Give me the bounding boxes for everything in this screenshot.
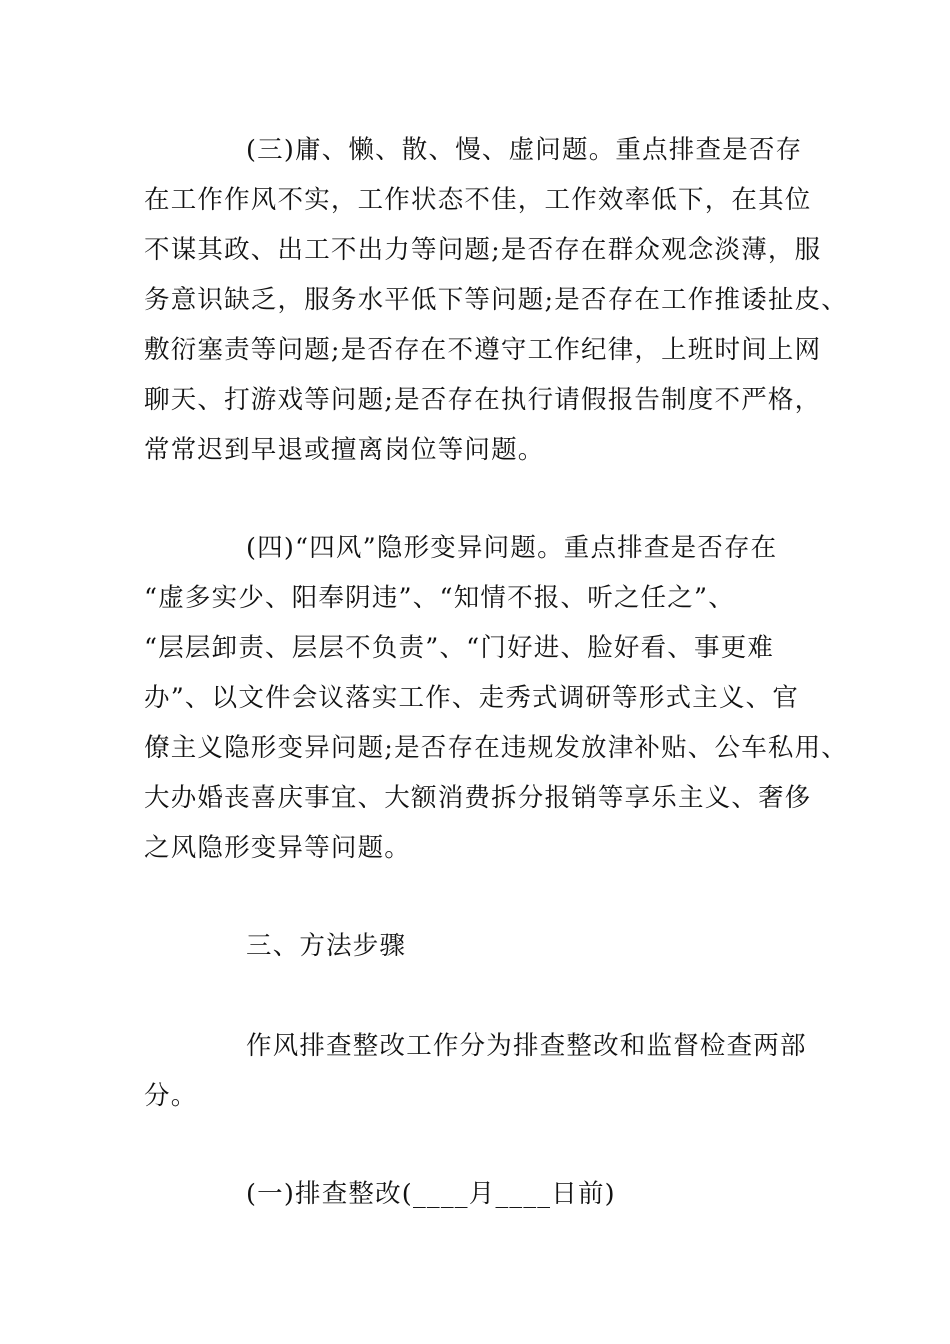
text-line: (四)“四风”隐形变异问题。重点排查是否存在	[246, 533, 778, 563]
text-line: 大办婚丧喜庆事宜、大额消费拆分报销等享乐主义、奢侈	[144, 783, 812, 813]
text-line: 务意识缺乏，服务水平低下等问题;是否存在工作推诿扯皮、	[144, 285, 848, 315]
text-line: 之风隐形变异等问题。	[144, 833, 412, 863]
text-line: “层层卸责、层层不负责”、“门好进、脸好看、事更难	[144, 633, 775, 663]
text-line: 僚主义隐形变异问题;是否存在违规发放津补贴、公车私用、	[144, 733, 848, 763]
heading-text: 三、方法步骤	[246, 931, 407, 961]
text-line: 作风排查整改工作分为排查整改和监督检查两部	[246, 1031, 807, 1061]
text-line: (三)庸、懒、散、慢、虚问题。重点排查是否存	[246, 135, 803, 165]
subheading-text: (一)排查整改(____月____日前)	[246, 1179, 616, 1209]
text-line: “虚多实少、阳奉阴违”、“知情不报、听之任之”、	[144, 583, 735, 613]
text-line: 在工作作风不实，工作状态不佳，工作效率低下，在其位	[144, 185, 812, 215]
text-line: 不谋其政、出工不出力等问题;是否存在群众观念淡薄，服	[144, 235, 822, 265]
text-line: 聊天、打游戏等问题;是否存在执行请假报告制度不严格，	[144, 385, 822, 415]
text-line: 办”、以文件会议落实工作、走秀式调研等形式主义、官	[144, 683, 800, 713]
text-line: 常常迟到早退或擅离岗位等问题。	[144, 435, 545, 465]
text-line: 分。	[144, 1081, 198, 1111]
text-line: 敷衍塞责等问题;是否存在不遵守工作纪律，上班时间上网	[144, 335, 822, 365]
